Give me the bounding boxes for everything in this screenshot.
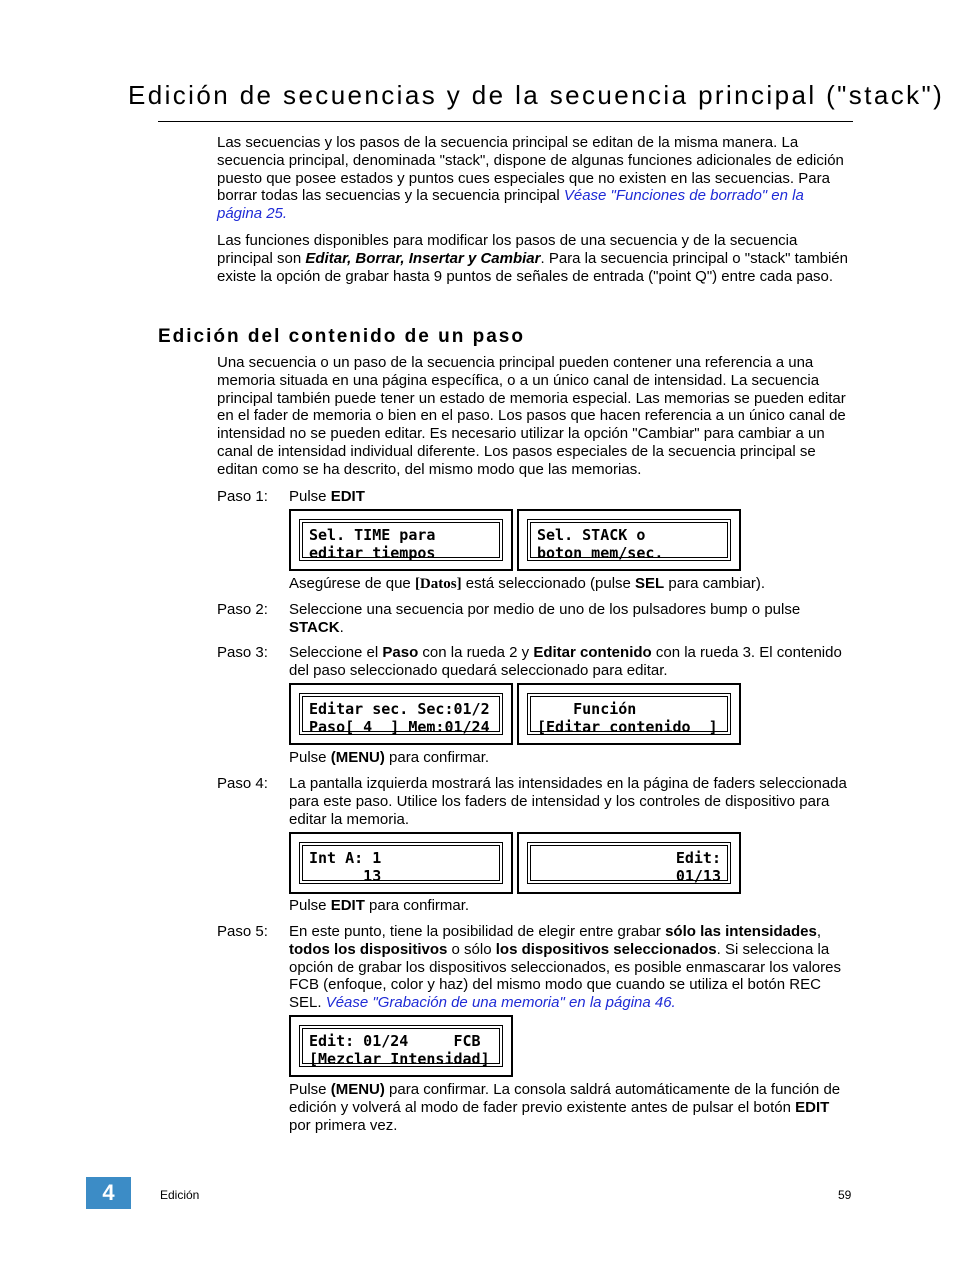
step-2-label: Paso 2: bbox=[217, 601, 268, 618]
link-funciones-borrado[interactable]: Véase "Funciones de borrado" en la página 25 bbox=[217, 187, 804, 223]
page-title: Edición de secuencias y de la secuencia principal ("stack") bbox=[128, 80, 945, 110]
step-4-note: Pulse EDIT para confirmar. bbox=[289, 897, 470, 914]
lcd-display-right-3 bbox=[517, 832, 741, 894]
lcd-line: Edit: 01/24 FCB bbox=[309, 1032, 481, 1050]
step-1-label: Paso 1: bbox=[217, 488, 268, 505]
chapter-tab: 4 bbox=[86, 1177, 131, 1209]
footer-page-number: 59 bbox=[838, 1188, 852, 1202]
lcd-display-4 bbox=[289, 1015, 513, 1077]
lcd-line: Editar sec. Sec:01/2 bbox=[309, 700, 490, 718]
lcd-display-left-3 bbox=[289, 832, 513, 894]
section-heading: Edición del contenido de un paso bbox=[158, 326, 525, 347]
lcd-display-right-1 bbox=[517, 509, 741, 571]
title-rule bbox=[158, 121, 853, 122]
lcd-line: editar tiempos bbox=[309, 544, 436, 562]
lcd-line: 01/13 bbox=[675, 867, 721, 885]
step-4-text: La pantalla izquierda mostrará las intensidades en la página de faders seleccionada para este paso. Utilice los faders de intensidad y los controles de dispositivo para editar la memoria. bbox=[289, 775, 847, 828]
lcd-line: Sel. TIME para bbox=[309, 526, 436, 544]
lcd-line: Int A: 1 bbox=[309, 849, 382, 867]
step-2-text: Seleccione una secuencia por medio de uno de los pulsadores bump o pulse STACK. bbox=[289, 601, 801, 636]
lcd-line: boton mem/sec. bbox=[537, 544, 664, 562]
step-4-label: Paso 4: bbox=[217, 775, 268, 792]
step-1-text: Pulse EDIT bbox=[289, 488, 365, 505]
intro-paragraph-2: Las funciones disponibles para modificar los pasos de una secuencia y de la secuencia principal son Editar, Borrar, Insertar y Cambiar. Para la secuencia principal o "stack" también existe la opción de grabar hasta 9 puntos de señales de entrada ("point Q") entre cada paso. bbox=[217, 232, 848, 285]
step-5-text: En este punto, tiene la posibilidad de elegir entre grabar sólo las intensidades, todos los dispositivos o sólo los dispositivos seleccionados. Si selecciona la opción de grabar los dispositivos seleccionados, es posible enmascarar los valores FCB (enfoque, color y haz) del mismo modo que cuando se utiliza el botón REC SEL. Véase "Grabación de una memoria" en la página 46. bbox=[289, 923, 841, 1012]
lcd-display-left-1 bbox=[289, 509, 513, 571]
step-5-label: Paso 5: bbox=[217, 923, 268, 940]
lcd-line: [Mezclar Intensidad] bbox=[309, 1050, 490, 1068]
lcd-line: Función bbox=[537, 700, 637, 718]
intro-paragraph-1: Las secuencias y los pasos de la secuencia principal se editan de la misma manera. La secuencia principal, denominada "stack", dispone de algunas funciones adicionales de edición puesto que posee estados y puntos cues especiales que no existen en las secuencias. Para borrar todas las secuencias y la secuencia principal Véase "Funciones de borrado" en la página 25. bbox=[217, 134, 844, 223]
section-paragraph: Una secuencia o un paso de la secuencia principal pueden contener una referencia a una memoria situada en una página específica, o a un único canal de intensidad. La secuencia principal también puede tener un estado de memoria especial. Las memorias se pueden editar en el fader de memoria o bien en el paso. Los pasos que hacen referencia a un único canal de intensidad no se pueden editar. Es necesario utilizar la opción "Cambiar" para cambiar a un canal de intensidad individual diferente. Los pasos especiales de la secuencia principal se editan como se ha descrito, del mismo modo que las memorias. bbox=[217, 354, 846, 478]
lcd-line: Sel. STACK o bbox=[537, 526, 646, 544]
lcd-display-left-2 bbox=[289, 683, 513, 745]
footer-chapter-name: Edición bbox=[160, 1188, 200, 1202]
step-3-text: Seleccione el Paso con la rueda 2 y Editar contenido con la rueda 3. El contenido del paso seleccionado quedará seleccionado para editar. bbox=[289, 644, 842, 679]
lcd-line: Edit: bbox=[675, 849, 721, 867]
lcd-display-right-2 bbox=[517, 683, 741, 745]
step-1-note: Asegúrese de que [Datos] está seleccionado (pulse SEL para cambiar). bbox=[289, 575, 766, 592]
lcd-line: [Editar contenido ] bbox=[537, 718, 718, 736]
lcd-line: Paso[ 4 ] Mem:01/24 bbox=[309, 718, 490, 736]
step-3-label: Paso 3: bbox=[217, 644, 268, 661]
step-5-note: Pulse (MENU) para confirmar. La consola saldrá automáticamente de la función de edición y volverá al modo de fader previo existente antes de pulsar el botón EDIT por primera vez. bbox=[289, 1081, 841, 1134]
step-3-note: Pulse (MENU) para confirmar. bbox=[289, 749, 490, 766]
lcd-line: 13 bbox=[309, 867, 382, 885]
link-grabacion-memoria[interactable]: Véase "Grabación de una memoria" en la página 46. bbox=[325, 994, 676, 1012]
